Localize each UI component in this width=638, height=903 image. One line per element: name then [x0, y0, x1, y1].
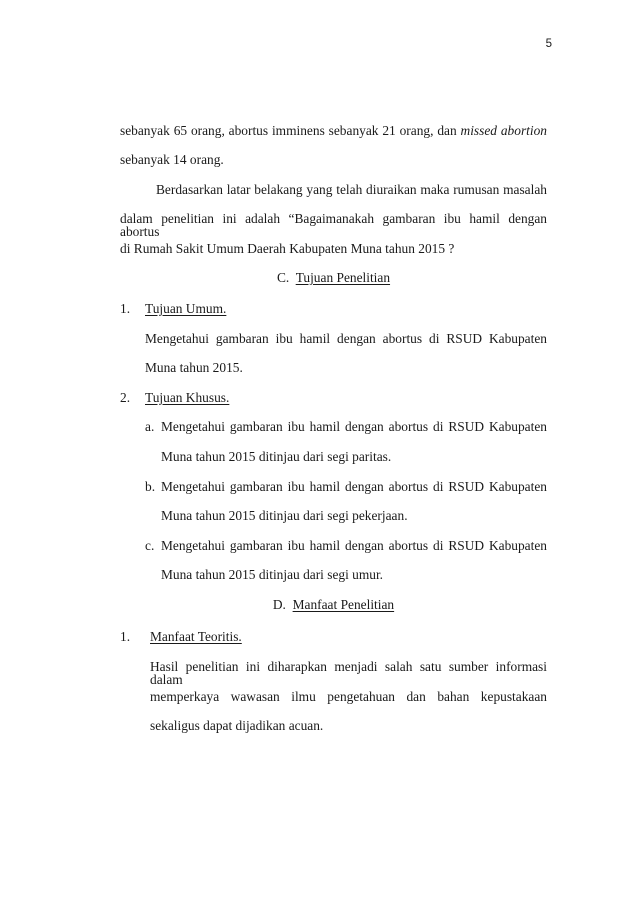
tujuan-umum-line-2: Muna tahun 2015.	[145, 360, 243, 375]
intro-text: sebanyak 65 orang, abortus imminens sebanyak 21 orang, dan	[120, 123, 457, 138]
manfaat-teoritis-line-1: Hasil penelitian ini diharapkan menjadi salah satu sumber informasi dalam	[150, 659, 547, 688]
tujuan-khusus-item-b-letter: b.	[145, 479, 156, 494]
tujuan-umum-title: Tujuan Umum.	[145, 301, 227, 316]
tujuan-khusus-item-c-line-2: Muna tahun 2015 ditinjau dari segi umur.	[161, 567, 384, 582]
section-c-letter: C.	[276, 270, 290, 285]
rumusan-line-1: Berdasarkan latar belakang yang telah diuraikan maka rumusan masalah	[156, 182, 547, 197]
tujuan-khusus-item-b-line-1: Mengetahui gambaran ibu hamil dengan abortus di RSUD Kabupaten	[161, 479, 547, 494]
manfaat-teoritis-number: 1.	[120, 629, 131, 644]
manfaat-teoritis-line-2: memperkaya wawasan ilmu pengetahuan dan bahan kepustakaan	[150, 689, 547, 704]
tujuan-umum-number: 1.	[120, 301, 131, 316]
tujuan-khusus-item-c-letter: c.	[145, 538, 155, 553]
intro-line-2: sebanyak 14 orang.	[120, 152, 224, 167]
tujuan-khusus-item-a-line-1: Mengetahui gambaran ibu hamil dengan abortus di RSUD Kabupaten	[161, 419, 547, 434]
section-d-letter: D.	[272, 597, 286, 612]
section-c-title: Tujuan Penelitian	[295, 270, 391, 285]
rumusan-line-2: dalam penelitian ini adalah “Bagaimanakah gambaran ibu hamil dengan abortus	[120, 211, 547, 240]
tujuan-khusus-number: 2.	[120, 390, 131, 405]
tujuan-khusus-item-c-line-1: Mengetahui gambaran ibu hamil dengan abortus di RSUD Kabupaten	[161, 538, 547, 553]
tujuan-khusus-item-a-line-2: Muna tahun 2015 ditinjau dari segi paritas.	[161, 449, 392, 464]
tujuan-khusus-title: Tujuan Khusus.	[145, 390, 230, 405]
tujuan-khusus-item-a-letter: a.	[145, 419, 155, 434]
section-c-heading	[120, 271, 547, 284]
section-d-title: Manfaat Penelitian	[292, 597, 395, 612]
manfaat-teoritis-title: Manfaat Teoritis.	[150, 629, 242, 644]
tujuan-khusus-item-b-line-2: Muna tahun 2015 ditinjau dari segi pekerjaan.	[161, 508, 408, 523]
intro-line-1	[120, 124, 547, 137]
manfaat-teoritis-line-3: sekaligus dapat dijadikan acuan.	[150, 718, 324, 733]
section-d-heading	[120, 598, 547, 611]
intro-emphasis: missed abortion	[460, 123, 547, 138]
page-number: 5	[545, 38, 552, 50]
rumusan-line-3: di Rumah Sakit Umum Daerah Kabupaten Muna tahun 2015 ?	[120, 241, 455, 256]
tujuan-umum-line-1: Mengetahui gambaran ibu hamil dengan abortus di RSUD Kabupaten	[145, 331, 547, 346]
